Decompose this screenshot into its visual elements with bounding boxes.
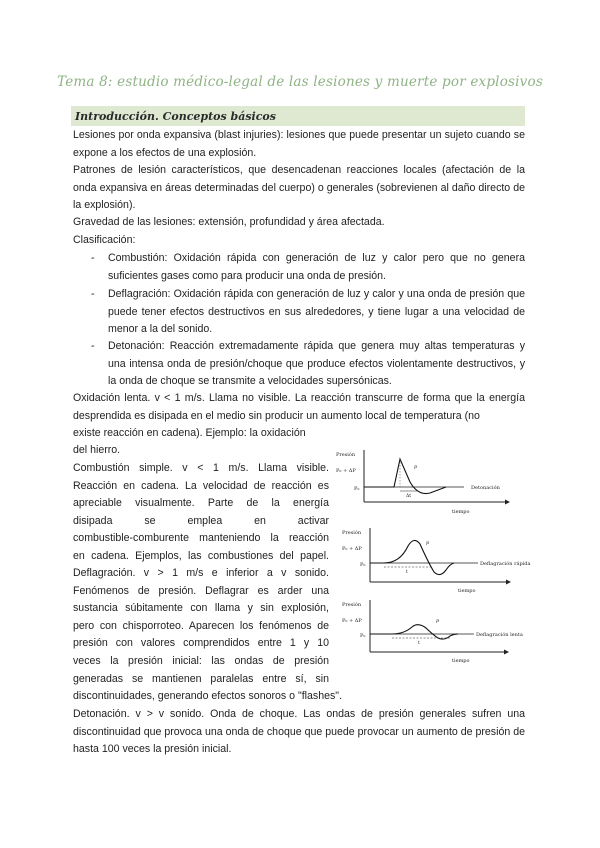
p0-dp-label: P₀ + ΔP [336,468,356,474]
paragraph-classification: Clasificación: [73,234,136,246]
deflagration-line: discontinuidades, generando efectos sonoros o "flashes". [73,690,343,703]
paragraph-oxidation-slow [73,390,525,425]
x-axis-label: tiempo [458,588,476,594]
deflagration-line: Fenómenos de presión. Deflagrar es arder una [73,584,329,597]
paragraph-injury-patterns: Patrones de lesión característicos, que desencadenan reacciones locales (afectación de la onda expansiva en áreas determinadas del cuerpo) o generales (sobrevienen al daño directo de la explosión). [73,164,525,212]
curve-label: Detonación [471,485,500,491]
list-item-deflagration [91,286,525,339]
figure-deflagration-slow [340,598,523,668]
oxidation-line-3: del hierro. [73,444,121,456]
delta-mark: Δt [406,494,412,499]
detonation-curve [364,459,446,494]
combustion-line: disipada se emplea en activar [73,514,329,527]
p0-label: P₀ [360,562,366,568]
figure-detonation [334,448,514,518]
combustion-line: Combustión simple. v < 1 m/s. Llama visible. [73,462,329,474]
list-item-detonation [91,338,525,391]
p-mark: p [414,464,418,470]
list-item-combustion [91,250,525,285]
combustion-line: apreciable visualmente. Parte de la energía [73,497,329,510]
deflagration-slow-curve [370,625,458,639]
t-mark: t [406,570,408,575]
curve-label: Deflagración rápida [480,561,531,567]
deflagration-line: pero con chisporroteo. Aparecen los fenómenos de [73,619,329,632]
p0-dp-label: P₀ + ΔP [342,546,362,552]
curve-label: Deflagración lenta [476,632,523,638]
list-dash: - [91,288,95,300]
list-dash: - [91,252,95,264]
deflagration-line: generadas se mantienen paralelas entre sí, sin [73,672,329,685]
section-heading: Introducción. Conceptos básicos [75,110,276,123]
combustion-line: en cadena. Ejemplos, las combustiones del papel. [73,549,329,562]
combustion-line: Reacción en cadena. La velocidad de reacción es [73,479,329,492]
deflagration-line: veces la presión inicial: las ondas de presión [73,654,329,667]
y-axis-label: Presión [342,602,362,608]
deflagration-line: sustancia súbitamente con llama y sin explosión, [73,602,329,615]
x-axis-label: tiempo [452,658,470,664]
p0-label: P₀ [360,633,366,639]
oxidation-line-2: existe reacción en cadena). Ejemplo: la oxidación [73,427,306,439]
p-mark: p [426,540,430,546]
list-item-text: Detonación: Reacción extremadamente rápida que genera muy altas temperaturas y una intensa onda de presión/choque que produce efectos violentamente destructivos, y la onda de choque se transmite a velocidades supersónicas. [108,340,525,388]
p0-label: P₀ [354,486,360,492]
y-axis-label: Presión [342,530,362,536]
page-title: Tema 8: estudio médico-legal de las lesiones y muerte por explosivos [57,74,543,90]
list-item-text: Deflagración: Oxidación rápida con generación de luz y calor y una onda de presión que puede tener efectos destructivos en sus alrededores, y tiene lugar a una velocidad de menor a la del sonido. [108,288,525,336]
list-item-text: Combustión: Oxidación rápida con generación de luz y calor pero que no genera suficientes gases como para producir una onda de presión. [108,252,525,282]
t-mark: t [418,641,420,646]
x-axis-label: tiempo [452,509,470,515]
deflagration-line: presión con valores comprendidos entre 1 y 10 [73,637,329,650]
deflagration-fast-curve [370,540,454,574]
paragraph-detonation: Detonación. v > v sonido. Onda de choque. Las ondas de presión generales sufren una discontinuidad que provoca una onda de choque que puede provocar un aumento de presión de hasta 100 veces la presión inicial. [73,708,525,756]
list-dash: - [91,340,95,352]
combustion-line: combustible-comburente manteniendo la reacción [73,532,329,545]
oxidation-line: Oxidación lenta. v < 1 m/s. Llama no visible. La reacción transcurre de forma que la energía desprendida es disipada en el medio sin producir un aumento local de temperatura (no [73,392,525,422]
y-axis-label: Presión [336,452,356,458]
paragraph-blast-injuries: Lesiones por onda expansiva (blast injuries): lesiones que puede presentar un sujeto cuando se expone a los efectos de una explosión. [73,129,525,159]
paragraph-deflagration [73,565,343,706]
paragraph-combustion-simple [73,460,329,566]
figure-deflagration-fast [340,526,531,596]
p0-dp-label: P₀ + ΔP [342,618,362,624]
deflagration-line: Deflagración. v > 1 m/s e inferior a v sonido. [73,567,329,579]
paragraph-severity: Gravedad de las lesiones: extensión, profundidad y área afectada. [73,216,385,228]
p-mark: p [436,618,440,624]
